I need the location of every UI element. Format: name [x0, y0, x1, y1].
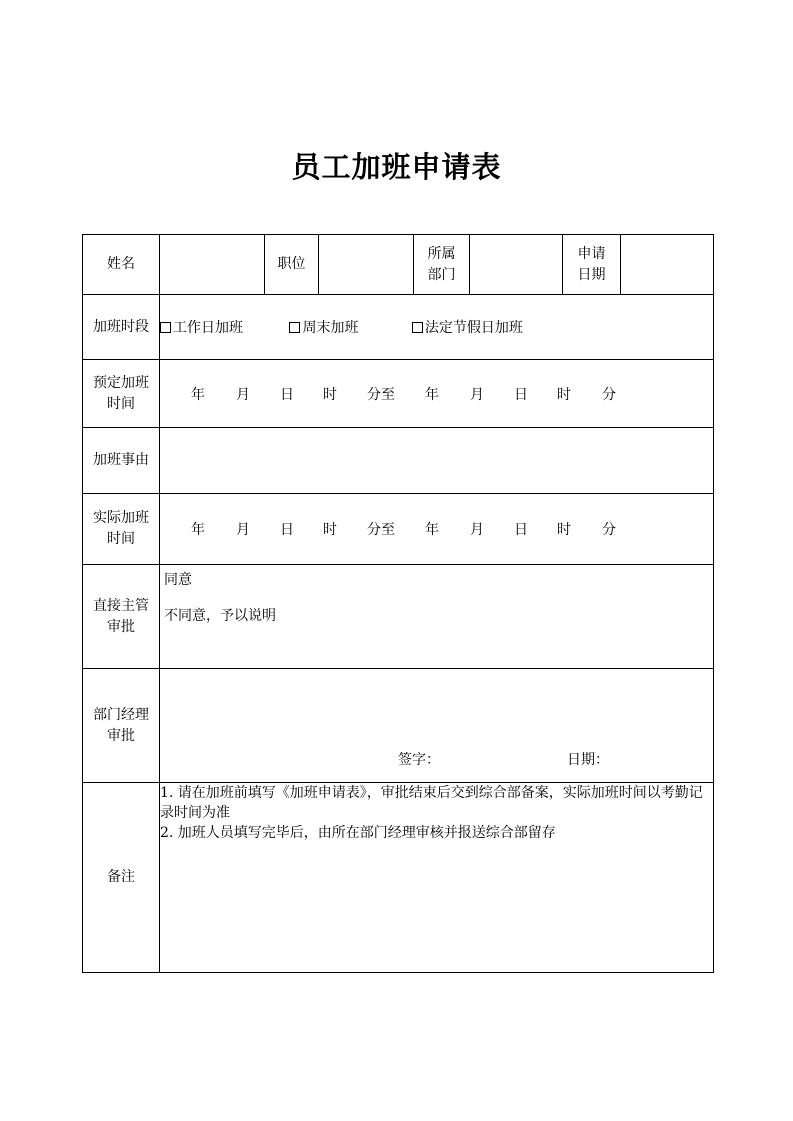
- position-field[interactable]: [319, 235, 414, 295]
- unit-hour: 时: [557, 522, 571, 538]
- actual-time-row: [83, 494, 714, 565]
- notes-label: 备注: [83, 783, 160, 973]
- manager-approval-label: [83, 669, 160, 783]
- disagree-option[interactable]: 不同意，予以说明: [164, 608, 276, 624]
- unit-year: 年: [425, 386, 439, 403]
- unit-hour: 时: [323, 386, 337, 403]
- actual-time-field[interactable]: [160, 494, 714, 565]
- unit-day: 日: [280, 522, 294, 538]
- checkbox-icon: [412, 322, 423, 333]
- planned-time-label-line1: 预定加班: [93, 374, 149, 391]
- planned-time-row: [83, 360, 714, 428]
- note-item: 2. 加班人员填写完毕后，由所在部门经理审核并报送综合部留存: [160, 825, 556, 841]
- actual-time-label-line2: 时间: [107, 531, 135, 547]
- info-row: [83, 235, 714, 295]
- unit-year: 年: [425, 522, 439, 538]
- unit-month: 月: [236, 386, 250, 403]
- unit-day: 日: [280, 386, 294, 403]
- unit-minute: 分: [602, 522, 616, 538]
- option-holiday-label: 法定节假日加班: [424, 320, 523, 336]
- unit-year: 年: [191, 386, 205, 403]
- unit-minute-to: 分至: [367, 522, 395, 538]
- page-title: 员工加班申请表: [291, 150, 502, 184]
- supervisor-approval-label-line1: 直接主管: [93, 597, 149, 614]
- planned-time-field[interactable]: [160, 360, 714, 428]
- reason-row: [83, 428, 714, 494]
- apply-date-label-line2: 日期: [577, 266, 606, 283]
- department-label: [414, 235, 470, 295]
- supervisor-approval-label-line2: 审批: [107, 618, 135, 635]
- option-weekend[interactable]: [289, 317, 407, 337]
- agree-option[interactable]: 同意: [164, 572, 192, 588]
- option-weekday[interactable]: [160, 317, 285, 337]
- apply-date-label: [563, 235, 621, 295]
- option-holiday[interactable]: [412, 317, 523, 337]
- unit-day: 日: [514, 386, 528, 403]
- unit-month: 月: [236, 522, 250, 538]
- checkbox-icon: [160, 322, 171, 333]
- notes-content: [160, 783, 714, 973]
- manager-approval-label-line1: 部门经理: [93, 706, 149, 723]
- checkbox-icon: [289, 322, 300, 333]
- unit-day: 日: [514, 522, 528, 538]
- option-weekday-label: 工作日加班: [173, 320, 243, 336]
- planned-time-label-line2: 时间: [107, 395, 135, 412]
- department-label-line1: 所属: [427, 245, 456, 262]
- actual-time-label: [83, 494, 160, 565]
- note-item: 1. 请在加班前填写《加班申请表》，审批结束后交到综合部备案，实际加班时间以考勤记录时间为准: [160, 785, 703, 821]
- apply-date-field[interactable]: [621, 235, 714, 295]
- unit-month: 月: [470, 386, 484, 403]
- name-field[interactable]: [160, 235, 265, 295]
- unit-year: 年: [191, 522, 205, 538]
- actual-time-label-line1: 实际加班: [93, 510, 149, 526]
- unit-month: 月: [470, 522, 484, 538]
- period-label: 加班时段: [83, 295, 160, 360]
- name-label: 姓名: [83, 235, 160, 295]
- unit-hour: 时: [323, 522, 337, 538]
- planned-time-label: [83, 360, 160, 428]
- manager-approval-row: [83, 669, 714, 783]
- department-label-line2: 部门: [427, 266, 456, 283]
- unit-minute-to: 分至: [367, 386, 395, 403]
- overtime-application-form: [82, 234, 714, 973]
- sign-date-label: 日期：: [567, 752, 609, 768]
- apply-date-label-line1: 申请: [577, 245, 606, 262]
- unit-minute: 分: [602, 386, 616, 403]
- notes-row: [83, 783, 714, 973]
- unit-hour: 时: [557, 386, 571, 403]
- period-row: [83, 295, 714, 360]
- option-weekend-label: 周末加班: [302, 320, 359, 336]
- reason-label: 加班事由: [83, 428, 160, 494]
- signature-label: 签字：: [398, 752, 440, 768]
- period-options: [160, 295, 714, 360]
- manager-approval-label-line2: 审批: [107, 727, 135, 744]
- supervisor-approval-field[interactable]: [160, 565, 714, 669]
- reason-field[interactable]: [160, 428, 714, 494]
- supervisor-approval-row: [83, 565, 714, 669]
- manager-approval-field[interactable]: [160, 669, 714, 783]
- position-label: 职位: [265, 235, 319, 295]
- supervisor-approval-label: [83, 565, 160, 669]
- department-field[interactable]: [470, 235, 563, 295]
